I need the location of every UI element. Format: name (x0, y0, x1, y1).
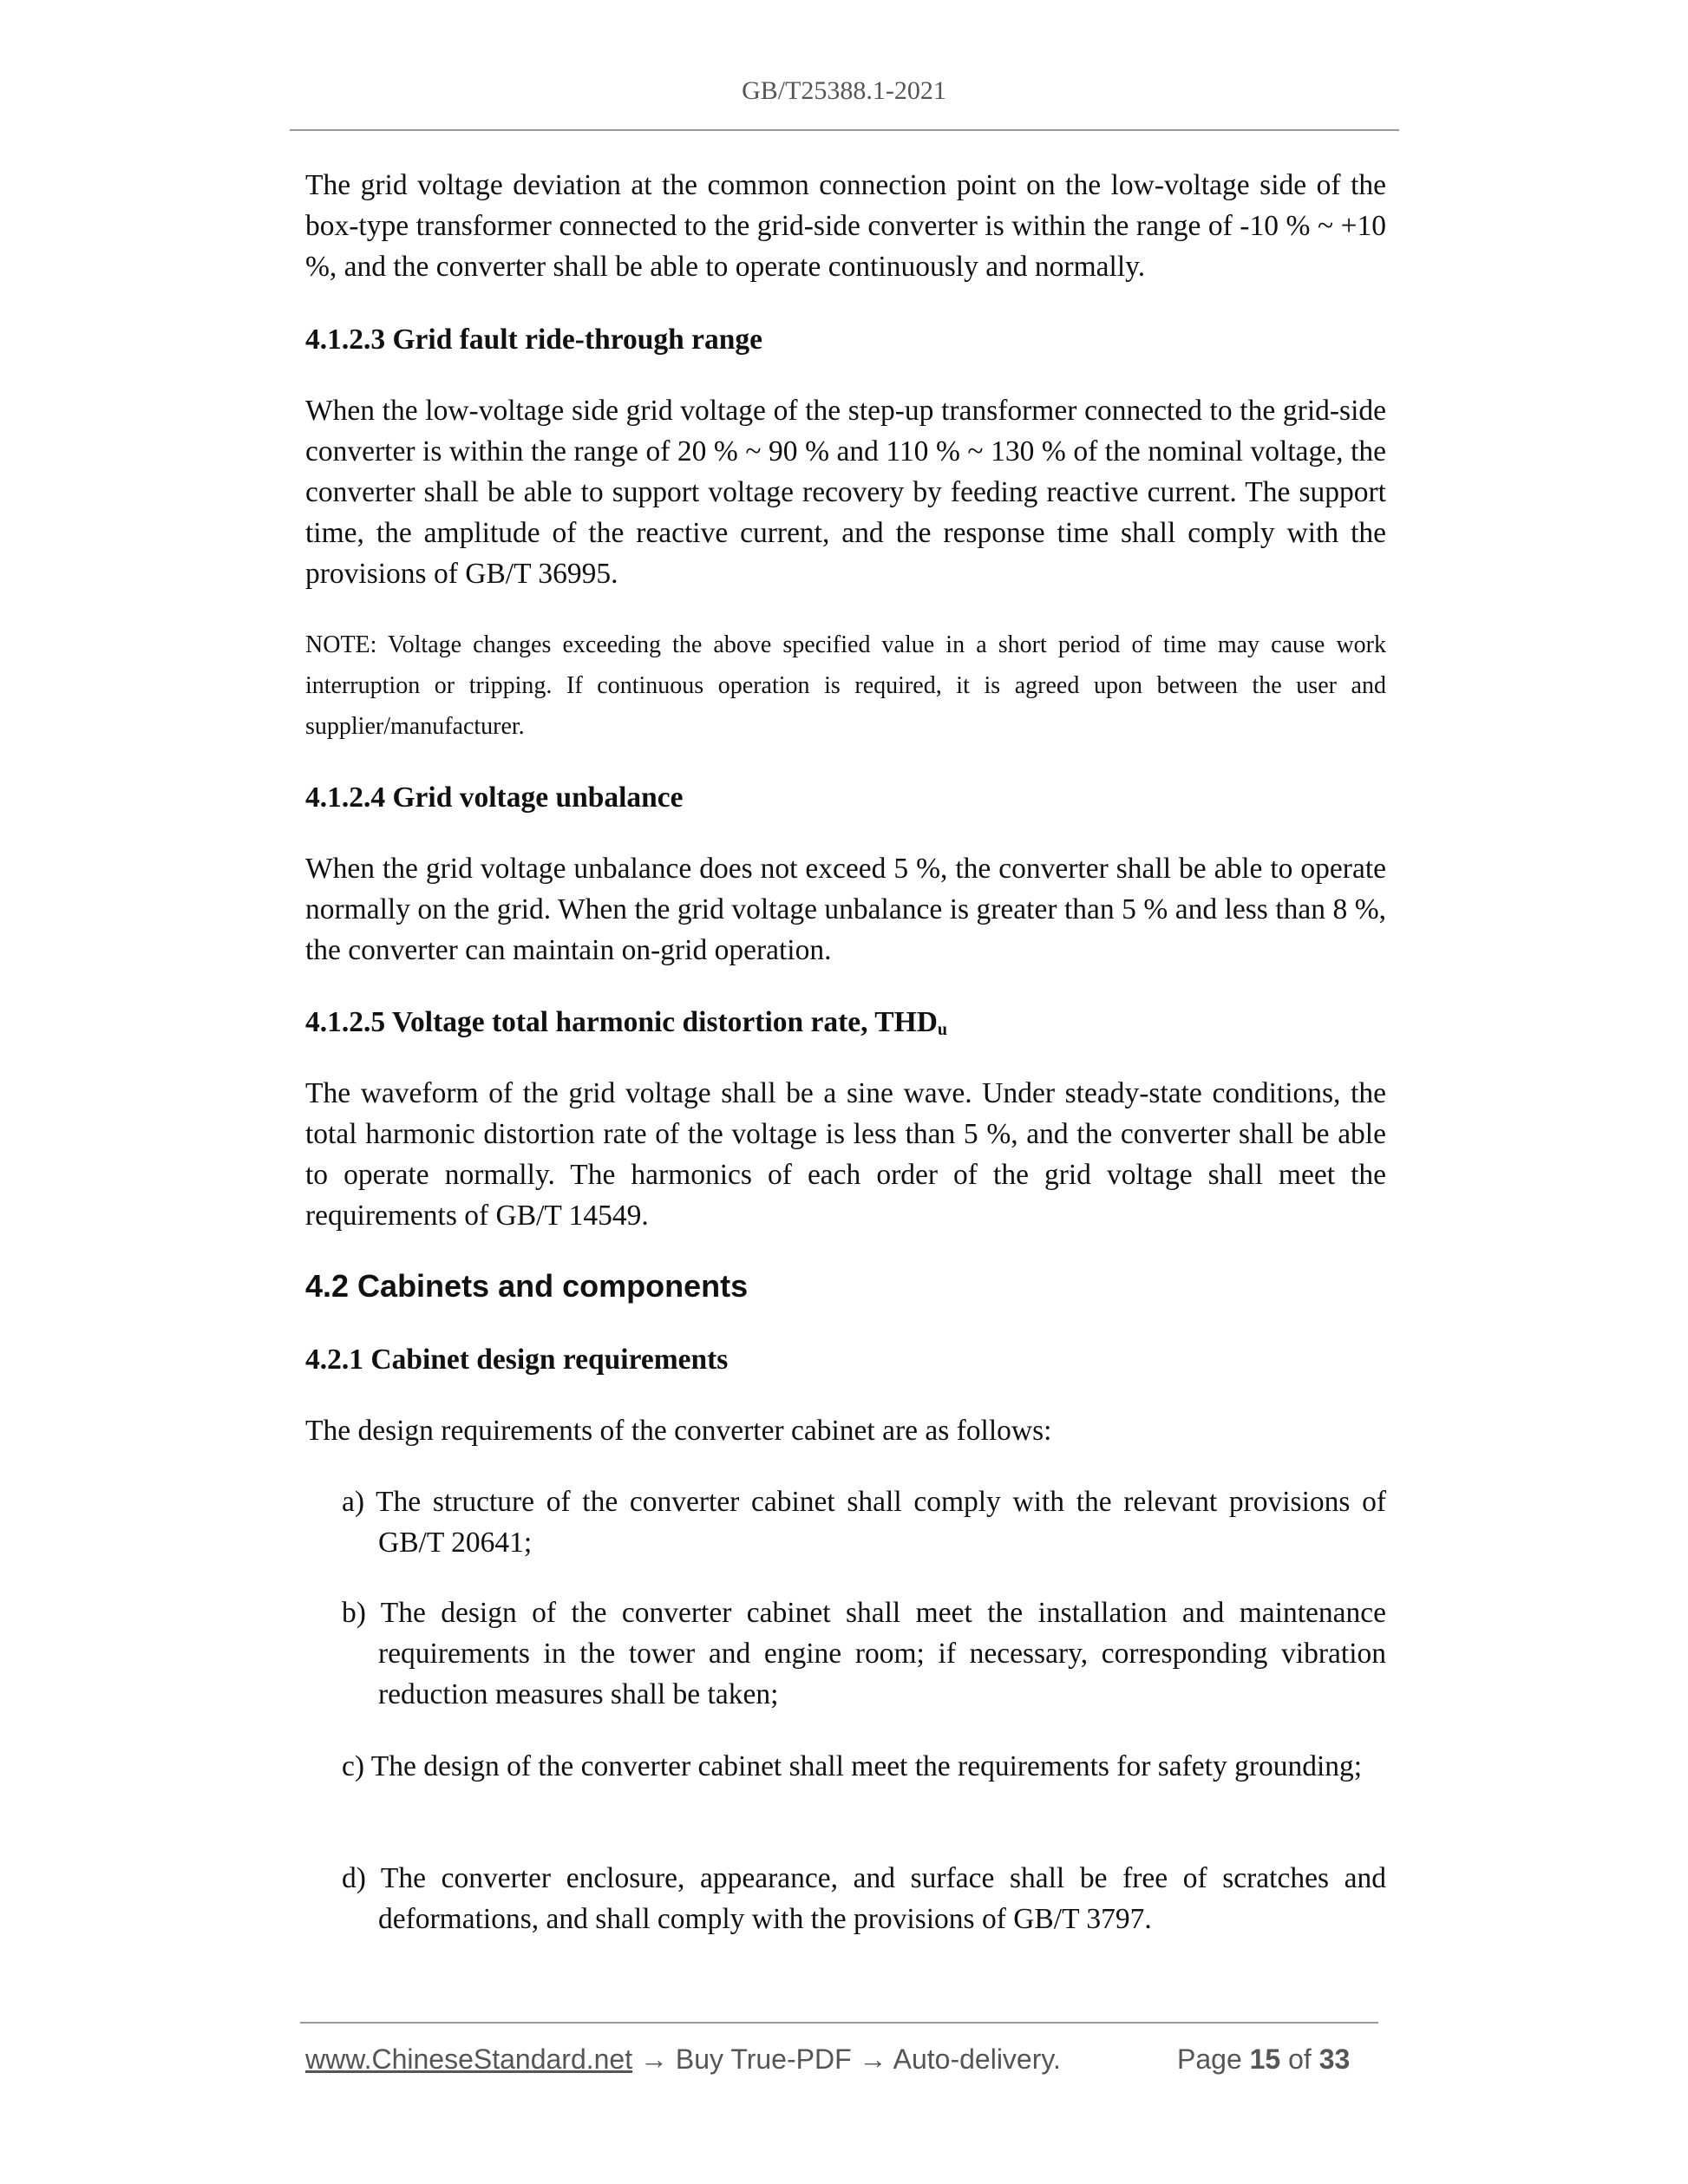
arrow-icon: → (640, 2043, 668, 2075)
page-label: Page (1177, 2043, 1242, 2075)
of-label: of (1288, 2043, 1312, 2075)
footer-divider (300, 2022, 1378, 2024)
paragraph-fault-ride-through: When the low-voltage side grid voltage of the step-up transformer connected to the grid-side converter is within the range of 20 % ~ 90 % and 110 % ~ 130 % of the nominal voltage, the converter shall be able to support voltage recovery by feeding reactive current. The support time, the amplitude of the reactive current, and the response time shall comply with the provisions of GB/T 36995. (305, 395, 1386, 590)
buy-text: Buy True-PDF (675, 2043, 852, 2075)
heading-4-2-1: 4.2.1 Cabinet design requirements (305, 1344, 729, 1376)
paragraph-voltage-deviation: The grid voltage deviation at the common connection point on the low-voltage side of the box-type transformer connected to the grid-side converter is within the range of -10 % ~ +10 %, and the converter shall be able to operate continuously and normally. (305, 169, 1386, 283)
chinese-standard-link[interactable]: www.ChineseStandard.net (305, 2043, 633, 2075)
footer-promo (305, 2043, 1061, 2076)
paragraph-design-intro: The design requirements of the converter cabinet are as follows: (305, 1415, 1052, 1447)
total-pages: 33 (1318, 2043, 1351, 2075)
arrow-icon: → (859, 2043, 887, 2075)
page-number (1177, 2043, 1350, 2076)
auto-delivery-text: Auto-delivery. (893, 2043, 1061, 2075)
heading-subscript: u (937, 1020, 948, 1039)
header-divider (290, 129, 1399, 131)
heading-4-1-2-3: 4.1.2.3 Grid fault ride-through range (305, 324, 763, 356)
note-paragraph: NOTE: Voltage changes exceeding the above specified value in a short period of time may cause work interruption or tripping. If continuous operation is required, it is agreed upon between the user and supplier/manufacturer. (305, 631, 1386, 740)
list-item-b: b) The design of the converter cabinet shall meet the installation and maintenance requirements in the tower and engine room; if necessary, corresponding vibration reduction measures shall be taken; (342, 1597, 1386, 1710)
list-item-a: a) The structure of the converter cabinet shall comply with the relevant provisions of GB/T 20641; (342, 1486, 1386, 1559)
heading-4-1-2-4: 4.1.2.4 Grid voltage unbalance (305, 781, 684, 814)
current-page: 15 (1249, 2043, 1281, 2075)
heading-text: 4.1.2.5 Voltage total harmonic distortion rate, THD (305, 1006, 938, 1038)
document-id-header: GB/T25388.1-2021 (742, 76, 946, 105)
list-item-d: d) The converter enclosure, appearance, and surface shall be free of scratches and deformations, and shall comply with the provisions of GB/T 3797. (342, 1862, 1386, 1935)
paragraph-thd: The waveform of the grid voltage shall be a sine wave. Under steady-state conditions, the total harmonic distortion rate of the voltage is less than 5 %, and the converter shall be able to operate normally. The harmonics of each order of the grid voltage shall meet the requirements of GB/T 14549. (305, 1077, 1386, 1232)
paragraph-voltage-unbalance: When the grid voltage unbalance does not exceed 5 %, the converter shall be able to operate normally on the grid. When the grid voltage unbalance is greater than 5 % and less than 8 %, the converter can maintain on-grid operation. (305, 853, 1386, 966)
heading-4-1-2-5 (305, 1002, 947, 1050)
list-item-c: c) The design of the converter cabinet shall meet the requirements for safety grounding; (342, 1750, 1363, 1782)
heading-4-2: 4.2 Cabinets and components (305, 1268, 749, 1304)
